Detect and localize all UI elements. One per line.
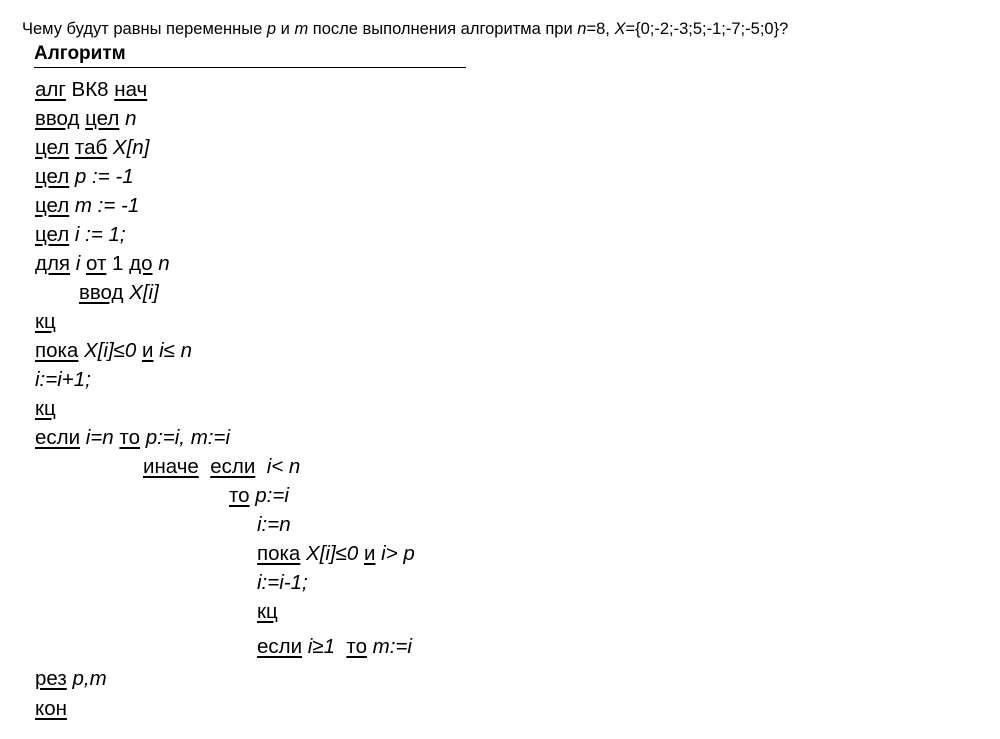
question-part: =8, [586,20,615,38]
keyword: до [129,252,153,275]
keyword: кон [35,697,67,720]
keyword: то [229,484,250,507]
code-line-10 [35,338,192,364]
question-part: ={0;-2;-3;5;-1;-7;-5;0}? [625,20,789,38]
keyword: если [35,426,81,449]
code-line-4 [35,164,134,190]
code-expression: p:=i, m:=i [145,426,230,449]
code-line-22 [35,696,67,722]
code-expression: i=n [85,426,114,449]
code-text: 1 [106,252,130,275]
var-x: X [614,20,626,38]
keyword: цел [35,194,70,217]
keyword: кц [257,600,278,623]
keyword: для [35,252,71,275]
code-expression: m := -1 [74,194,140,217]
question-part: после выполнения алгоритма при [308,20,578,38]
keyword: и [142,339,154,362]
code-expression: p := -1 [74,165,134,188]
code-expression: i [75,252,81,275]
code-expression: X[i]≤0 [84,339,137,362]
code-line-14 [143,454,300,480]
keyword: рез [35,667,67,690]
question-part: и [276,20,295,38]
code-expression: X[n] [112,136,150,159]
code-line-20 [257,634,412,660]
code-line-8 [79,280,159,306]
code-expression: m:=i [372,635,412,658]
keyword: и [364,542,376,565]
algorithm-heading: Алгоритм [34,41,466,68]
var-n: n [577,20,587,38]
question-text [22,20,788,39]
code-line-15 [229,483,289,509]
keyword: пока [257,542,301,565]
code-line-11 [35,367,91,393]
keyword: то [346,635,367,658]
code-line-18 [257,570,308,596]
keyword: кц [35,397,56,420]
keyword: таб [74,136,108,159]
keyword: если [257,635,303,658]
code-line-9 [35,309,56,335]
code-line-5 [35,193,139,219]
code-expression: i:=i-1; [257,571,308,594]
var-p: p [266,20,277,38]
keyword: ввод [79,281,124,304]
keyword: то [119,426,140,449]
question-part: Чему будут равны переменные [22,20,267,38]
code-expression: X[i]≤0 [306,542,359,565]
keyword: цел [35,165,70,188]
code-space [335,635,346,658]
keyword: кц [35,310,56,333]
code-space [255,455,266,478]
var-m: m [294,20,309,38]
keyword: если [210,455,256,478]
code-line-19 [257,599,278,625]
code-line-2 [35,106,136,132]
code-space [199,455,210,478]
keyword: цел [35,223,70,246]
keyword: иначе [143,455,199,478]
code-expression: i≤ n [159,339,193,362]
keyword: от [86,252,107,275]
code-expression: X[i] [129,281,159,304]
code-expression: i> p [381,542,415,565]
keyword: ввод [35,107,80,130]
code-text: ВК8 [65,78,115,101]
code-line-7 [35,251,170,277]
keyword: алг [35,78,66,101]
code-expression: p:=i [255,484,289,507]
code-line-12 [35,396,56,422]
code-expression: i := 1; [74,223,126,246]
code-expression: p,m [72,667,107,690]
keyword: цел [35,136,70,159]
code-expression: n [125,107,137,130]
code-line-3 [35,135,149,161]
code-expression: i≥1 [307,635,335,658]
code-line-17 [257,541,415,567]
code-expression: i:=i+1; [35,368,91,391]
code-line-16 [257,512,291,538]
code-line-21 [35,666,107,692]
code-expression: n [158,252,170,275]
code-line-1 [35,77,147,103]
code-expression: i< n [266,455,301,478]
keyword: цел [85,107,120,130]
keyword: пока [35,339,79,362]
code-line-13 [35,425,230,451]
code-line-6 [35,222,126,248]
keyword: нач [114,78,148,101]
code-expression: i:=n [257,513,291,536]
